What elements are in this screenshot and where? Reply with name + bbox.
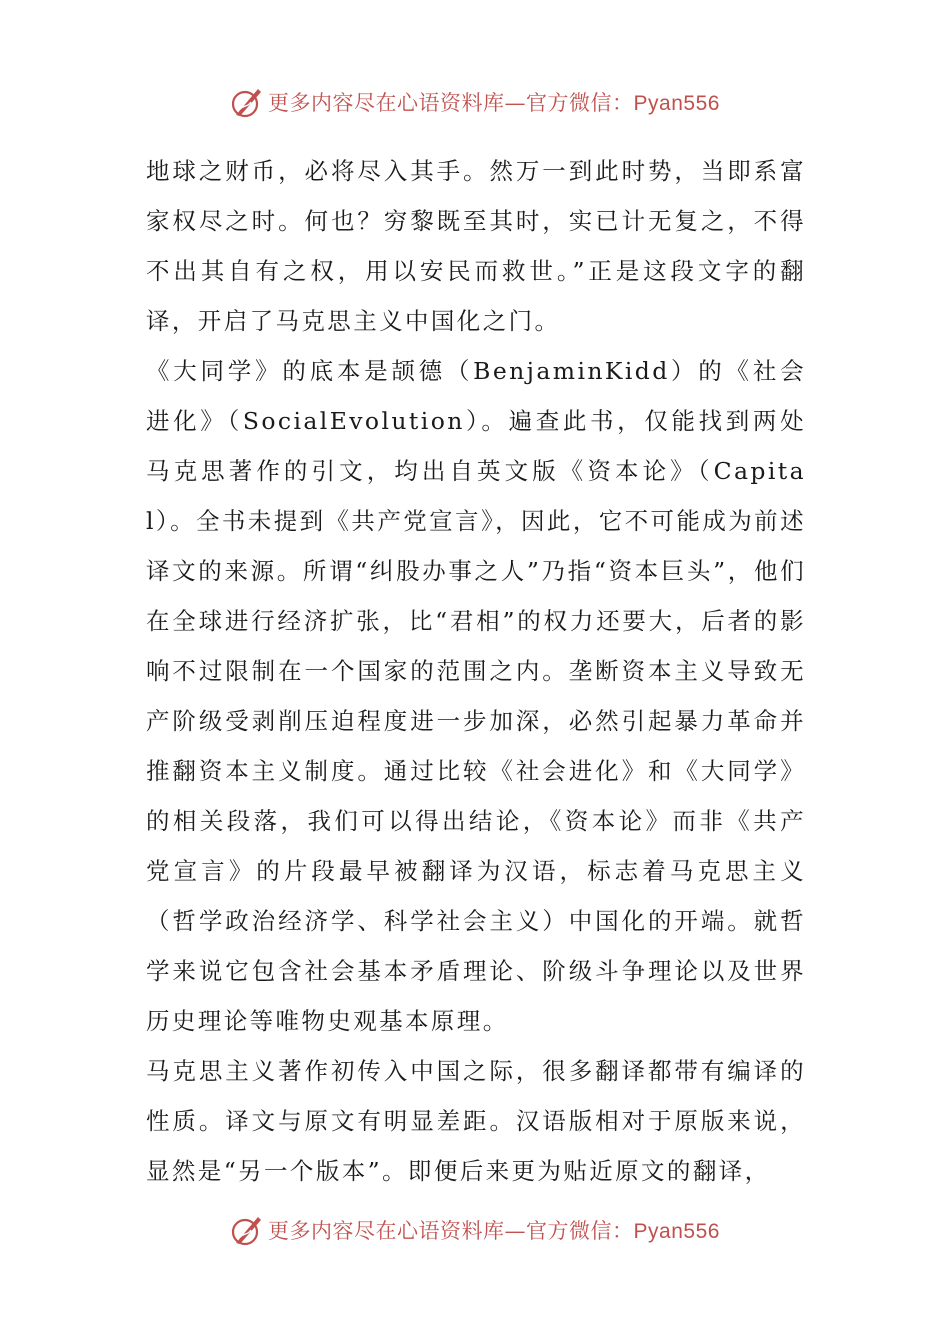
- document-body: [146, 146, 806, 1196]
- banner-text: 更多内容尽在心语资料库—官方微信：Pyan556: [268, 91, 720, 115]
- wechat-id: Pyan556: [633, 1220, 720, 1243]
- footer-banner: [0, 1208, 950, 1252]
- header-banner: [0, 80, 950, 124]
- wechat-id: Pyan556: [633, 92, 720, 115]
- paragraph-1: 地球之财币，必将尽入其手。然万一到此时势，当即系富家权尽之时。何也？穷黎既至其时，实已计无复之，不得不出其自有之权，用以安民而救世。”正是这段文字的翻译，开启了马克思主义中国化之门。: [146, 157, 806, 335]
- banner-text: 更多内容尽在心语资料库—官方微信：Pyan556: [268, 1219, 720, 1243]
- quill-pen-logo-icon: [230, 85, 264, 119]
- paragraph-2: 《大同学》的底本是颉德（BenjaminKidd）的《社会进化》（SocialEvolution）。遍查此书，仅能找到两处马克思著作的引文，均出自英文版《资本论》（Capital）。全书未提到《共产党宣言》，因此，它不可能成为前述译文的来源。所谓“纠股办事之人”乃指“资本巨头”，他们在全球进行经济扩张，比“君相”的权力还要大，后者的影响不过限制在一个国家的范围之内。垄断资本主义导致无产阶级受剥削压迫程度进一步加深，必然引起暴力革命并推翻资本主义制度。通过比较《社会进化》和《大同学》的相关段落，我们可以得出结论，《资本论》而非《共产党宣言》的片段最早被翻译为汉语，标志着马克思主义（哲学政治经济学、科学社会主义）中国化的开端。就哲学来说它包含社会基本矛盾理论、阶级斗争理论以及世界历史理论等唯物史观基本原理。: [146, 357, 806, 1035]
- quill-pen-logo-icon: [230, 1213, 264, 1247]
- paragraph-3: 马克思主义著作初传入中国之际，很多翻译都带有编译的性质。译文与原文有明显差距。汉语版相对于原版来说，显然是“另一个版本”。即便后来更为贴近原文的翻译，: [146, 1057, 806, 1185]
